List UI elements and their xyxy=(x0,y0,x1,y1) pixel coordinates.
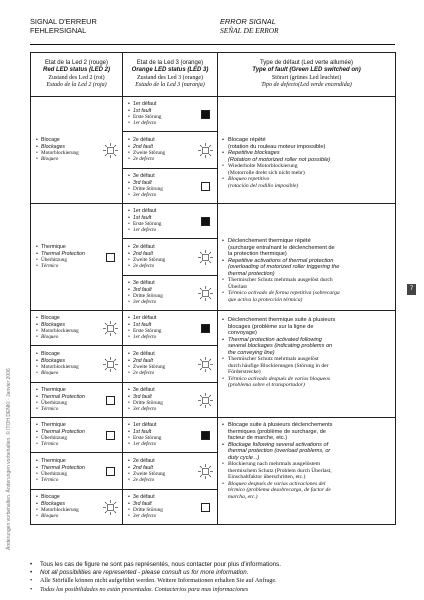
col-head-text: Zustand des Led 2 (rot) xyxy=(48,74,105,81)
led3-label-2nd: • 2e défaut • 2nd fault • Zweite Störung • 2e defecto xyxy=(127,351,165,377)
fault-type-blocage: • Blocage répété (rotation du rouleau moteur impossible) • Repetitive blockages (Rotation of motorized roller not possible) • Wiederholte Motorblockierung (Motorrolle dreht sich nicht mehr) • Bloqueo repetitivo (rotación del rodillo imposible) xyxy=(218,97,396,204)
led3-cell xyxy=(123,239,218,276)
led3-cell xyxy=(123,383,218,418)
fault-type-thermique-blocage: • Blocage suite à plusieurs déclenchements thermiques (problème de surcharge, de facteur de marche, etc.) • Blockage following several activations of thermal protection (overload problems, or duty cycle ..) • Blockierung nach mehrmals ausgelöstem thermischem Schutz (Problem durch Überlast, Einschaltfaktor überschritten, etc.) • Bloqueo después de varias activaciones del térmico (problema desobrecarga, de factor de marcha, etc.) xyxy=(218,418,396,525)
header-title-fr: SIGNAL D'ERREUR xyxy=(30,17,97,26)
fault-type-blocage-thermique: • Déclenchement thermique suite à plusieurs blocages (problème sur la ligne de convoyage) • Thermal protection activated following several blockages (indicating problems on the conveying line) • Thermischer Schutz mehrmals ausgelöst durch häufige Blockierungen (Störung in der Förderstrecke) • Térmico activado después de varios bloqueos (problema sobre el transportador) xyxy=(218,311,396,418)
footer-note-es: • Todas las posibilidades no están presentadas. Contacterios para mas informaciones xyxy=(30,586,400,594)
led2-cell xyxy=(31,453,123,490)
led2-cell xyxy=(31,204,123,311)
blinking-led-icon xyxy=(103,143,118,158)
sidebar-legal-text: Änderungen vorbehalten. Änderungen vorbehalten. © ITOH DENKI · Janvier 2006 xyxy=(6,368,12,550)
col-head-text: Etat de la Led 2 (rouge) xyxy=(44,60,109,67)
led3-label-1st: • 1er défaut • 1st fault • Erste Störung • 1er defecto xyxy=(127,422,161,448)
led2-label-blocage: • Blocage • Blockages • Motorblockierung • Bloqueo xyxy=(35,137,79,163)
led2-label-thermique: • Thermique • Thermal Protection • Überhitzung • Térmico xyxy=(35,387,85,413)
led-on-icon xyxy=(198,214,213,229)
led3-label-1st: • 1er défaut • 1st fault • Erste Störung • 1er defecto xyxy=(127,315,161,341)
table-row xyxy=(31,97,396,132)
col-head-text: Estado de la Led 2 (roja) xyxy=(46,81,107,88)
led2-cell xyxy=(31,383,123,418)
blinking-led-icon xyxy=(198,286,213,301)
col-head-text: Red LED status (LED 2) xyxy=(42,67,110,74)
led-off-icon xyxy=(103,464,118,479)
led3-label-1st: • 1er défaut • 1st fault • Erste Störung • 1er defecto xyxy=(127,101,161,127)
led3-label-2nd: • 2e défaut • 2nd fault • Zweite Störung • 2e defecto xyxy=(127,458,165,484)
led2-cell xyxy=(31,311,123,346)
footer-note-en: • Not all possibilities are represented - please consult us for more information. xyxy=(30,569,400,577)
led2-cell xyxy=(31,418,123,453)
blinking-led-icon xyxy=(103,321,118,336)
col-head-led2 xyxy=(31,53,123,97)
led-off-icon xyxy=(198,500,213,515)
header-left xyxy=(30,17,97,35)
led2-label-thermique: • Thermique • Thermal Protection • Überhitzung • Térmico xyxy=(35,422,85,448)
table-row xyxy=(31,418,396,453)
led-off-icon xyxy=(103,250,118,265)
led2-cell xyxy=(31,97,123,204)
led3-cell xyxy=(123,204,218,239)
led-on-icon xyxy=(198,428,213,443)
footer-note-de: • Alle Störfälle können nicht aufgeführt werden. Weitere Informationen erhalten Sie auf Anfrage. xyxy=(30,577,400,585)
led2-label-thermique: • Thermique • Thermal Protection • Überhitzung • Térmico xyxy=(35,458,85,484)
led3-cell xyxy=(123,276,218,311)
header-title-es: SEÑAL DE ERROR xyxy=(220,26,279,35)
led-off-icon xyxy=(103,393,118,408)
led3-cell xyxy=(123,97,218,132)
led3-label-3rd: • 3e défaut • 3rd fault • Dritte Störung • 3er defecto xyxy=(127,280,163,306)
header-right xyxy=(220,17,279,35)
col-head-text: Zustand des Led 3 (orange) xyxy=(137,74,203,81)
led2-cell xyxy=(31,490,123,525)
led3-cell xyxy=(123,311,218,346)
table-header-row xyxy=(31,53,396,97)
blinking-led-icon xyxy=(198,143,213,158)
footer-notes xyxy=(30,561,400,594)
led3-cell xyxy=(123,132,218,169)
led3-cell xyxy=(123,418,218,453)
led3-label-2nd: • 2e défaut • 2nd fault • Zweite Störung • 2e defecto xyxy=(127,137,165,163)
page-tab: 7 xyxy=(407,284,416,295)
led3-cell xyxy=(123,346,218,383)
led3-label-1st: • 1er défaut • 1st fault • Erste Störung • 1er defecto xyxy=(127,208,161,234)
col-head-fault-type xyxy=(218,53,396,97)
led-off-icon xyxy=(103,428,118,443)
footer-note-fr: • Tous les cas de figure ne sont pas représentés, nous contacter pour plus d'informations. xyxy=(30,561,400,569)
led3-label-3rd: • 3e défaut • 3rd fault • Dritte Störung • 3er defecto xyxy=(127,494,163,520)
col-head-text: Etat de la Led 3 (orange) xyxy=(136,60,204,67)
blinking-led-icon xyxy=(198,393,213,408)
blinking-led-icon xyxy=(198,250,213,265)
led3-cell xyxy=(123,490,218,525)
led3-label-3rd: • 3e défaut • 3rd fault • Dritte Störung • 3er defecto xyxy=(127,387,163,413)
led3-label-2nd: • 2e défaut • 2nd fault • Zweite Störung • 2e defecto xyxy=(127,244,165,270)
error-signal-table xyxy=(30,52,396,525)
col-head-text: Störart (grünes Led leuchtet) xyxy=(271,74,342,81)
led2-cell xyxy=(31,346,123,383)
blinking-led-icon xyxy=(198,464,213,479)
header-rule xyxy=(30,44,395,45)
led3-cell xyxy=(123,453,218,490)
table-row xyxy=(31,311,396,346)
led2-label-blocage: • Blocage • Blockages • Motorblockierung • Bloqueo xyxy=(35,351,79,377)
led-off-icon xyxy=(198,179,213,194)
led2-label-blocage: • Blocage • Blockages • Motorblockierung • Bloqueo xyxy=(35,494,79,520)
led3-cell xyxy=(123,169,218,204)
col-head-text: Orange LED status (LED 3) xyxy=(131,67,209,74)
table-row xyxy=(31,204,396,239)
led-on-icon xyxy=(198,321,213,336)
header-title-de: FEHLERSIGNAL xyxy=(30,26,87,35)
col-head-text: Type de défaut (Led verte allumée) xyxy=(259,60,354,67)
blinking-led-icon xyxy=(103,500,118,515)
blinking-led-icon xyxy=(198,357,213,372)
led-on-icon xyxy=(198,107,213,122)
blinking-led-icon xyxy=(103,357,118,372)
header-title-en: ERROR SIGNAL xyxy=(220,17,276,26)
led2-label-thermique: • Thermique • Thermal Protection • Überhitzung • Térmico xyxy=(35,244,85,270)
led2-label-blocage: • Blocage • Blockages • Motorblockierung • Bloqueo xyxy=(35,315,79,341)
col-head-led3 xyxy=(123,53,218,97)
col-head-text: Estado de la Led 3 (naranja) xyxy=(135,81,205,88)
col-head-text: Tipo de defecto(Led verde encendida) xyxy=(261,81,352,88)
led3-label-3rd: • 3e défaut • 3rd fault • Dritte Störung • 3er defecto xyxy=(127,173,163,199)
fault-type-thermique: • Déclenchement thermique répété (surcharge entraînant le déclenchement de la protection thermique) • Repetitive activations of thermal protection (overloading of motorized roller triggering the thermal protection) • Thermischer Schutz mehrmals ausgelöst durch Überlast • Térmico activado de forma repetitiva (sobrecarga que activa la protección térmica) xyxy=(218,204,396,311)
col-head-text: Type of fault (Green LED switched on) xyxy=(252,67,361,74)
